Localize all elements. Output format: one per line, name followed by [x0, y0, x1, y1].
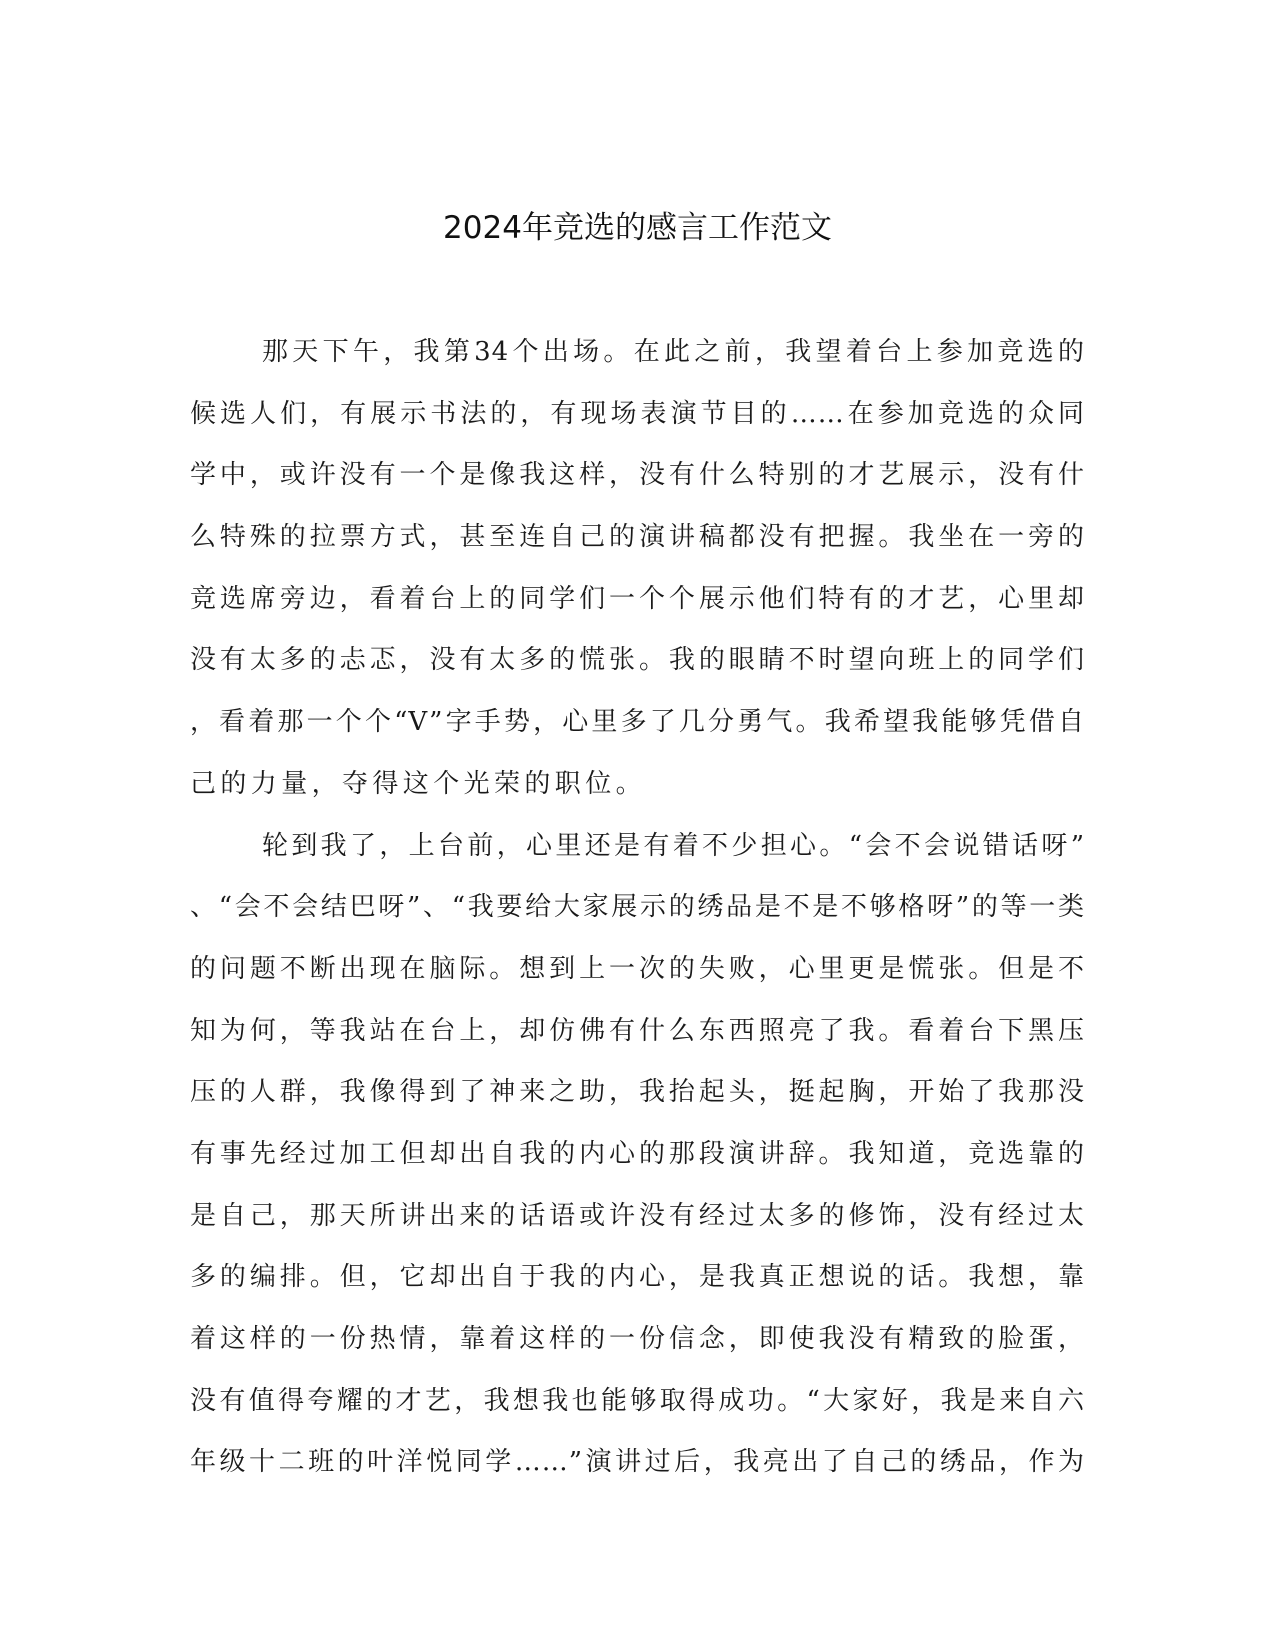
text-line: 没有值得夸耀的才艺，我想我也能够取得成功。“大家好，我是来自六 [190, 1385, 1085, 1416]
text-line: 着这样的一份热情，靠着这样的一份信念，即使我没有精致的脸蛋， [190, 1324, 1085, 1354]
text-line: 知为何，等我站在台上，却仿佛有什么东西照亮了我。看着台下黑压 [190, 1015, 1085, 1046]
text-line: 么特殊的拉票方式，甚至连自己的演讲稿都没有把握。我坐在一旁的 [190, 522, 1085, 553]
text-line: 学中，或许没有一个是像我这样，没有什么特别的才艺展示，没有什 [190, 460, 1085, 491]
text-line: 候选人们，有展示书法的，有现场表演节目的……在参加竞选的众同 [190, 398, 1085, 429]
text-line: ，看着那一个个“V”字手势，心里多了几分勇气。我希望我能够凭借自 [190, 707, 1085, 738]
text-line: 有事先经过加工但却出自我的内心的那段演讲辞。我知道，竞选靠的 [190, 1138, 1085, 1169]
text-line: 是自己，那天所讲出来的话语或许没有经过太多的修饰，没有经过太 [190, 1200, 1085, 1231]
text-line: 年级十二班的叶洋悦同学……”演讲过后，我亮出了自己的绣品，作为 [190, 1447, 1085, 1478]
text-line: 没有太多的忐忑，没有太多的慌张。我的眼睛不时望向班上的同学们 [190, 645, 1085, 676]
text-line: 竞选席旁边，看着台上的同学们一个个展示他们特有的才艺，心里却 [190, 583, 1085, 614]
text-line: 压的人群，我像得到了神来之助，我抬起头，挺起胸，开始了我那没 [190, 1077, 1085, 1108]
text-line: 、“会不会结巴呀”、“我要给大家展示的绣品是不是不够格呀”的等一类 [190, 892, 1085, 923]
text-line: 那天下午，我第34个出场。在此之前，我望着台上参加竞选的 [262, 337, 1085, 367]
text-line: 多的编排。但，它却出自于我的内心，是我真正想说的话。我想，靠 [190, 1262, 1085, 1293]
document-title: 2024年竞选的感言工作范文 [443, 210, 832, 246]
text-line: 的问题不断出现在脑际。想到上一次的失败，心里更是慌张。但是不 [190, 953, 1085, 984]
text-line: 轮到我了，上台前，心里还是有着不少担心。“会不会说错话呀” [262, 830, 1085, 861]
document-body [190, 332, 1085, 1504]
text-line: 己的力量，夺得这个光荣的职位。 [190, 768, 647, 799]
